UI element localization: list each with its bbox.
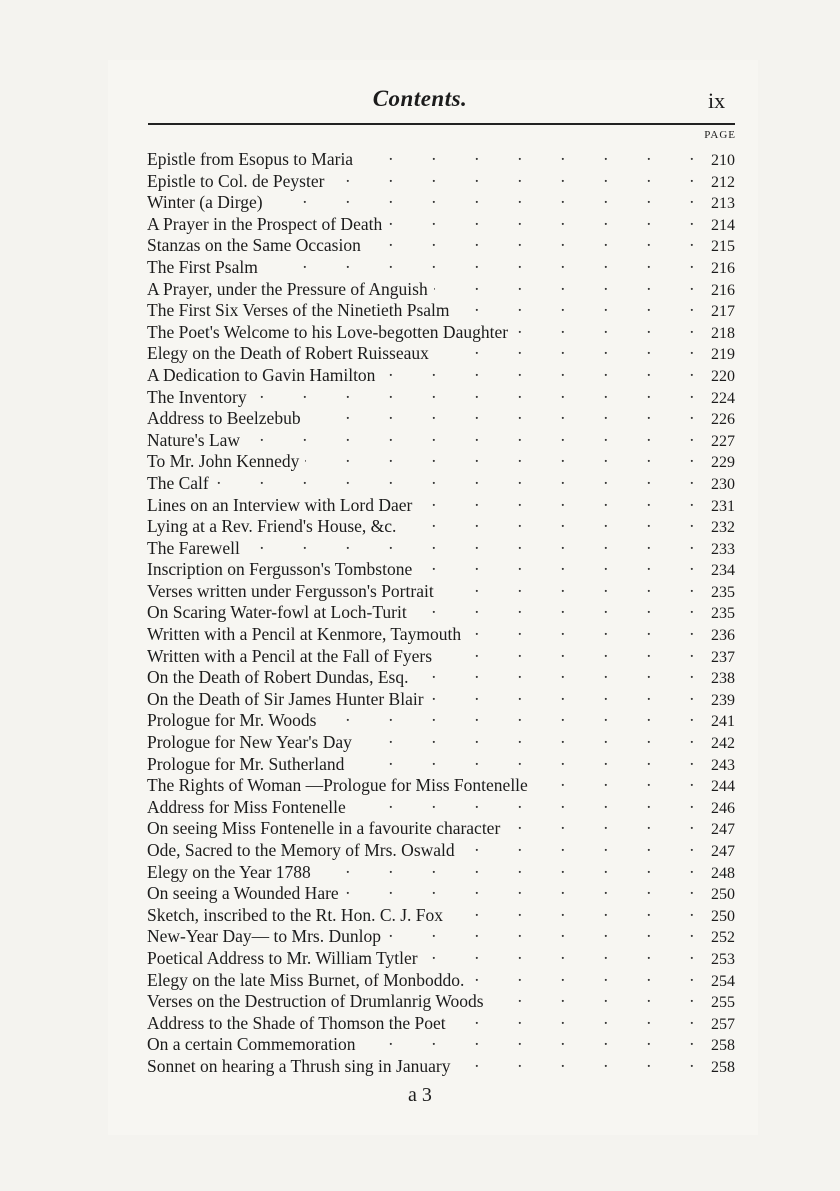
entry-title: On Scaring Water-fowl at Loch-Turit [147, 602, 407, 623]
entry-page-number: 231 [711, 497, 735, 515]
entry-page-number: 218 [711, 324, 735, 342]
dot-leader [430, 684, 695, 705]
entry-page-number: 216 [711, 281, 735, 299]
entry-title: Poetical Address to Mr. William Tytler [147, 947, 418, 968]
dot-leader [456, 1051, 695, 1072]
entry-page-number: 220 [711, 367, 735, 385]
entry-page-number: 215 [711, 238, 735, 256]
entry-title: Winter (a Dirge) [147, 192, 263, 213]
entry-page-number: 226 [711, 411, 735, 429]
entry-page-number: 235 [711, 605, 735, 623]
dot-leader [424, 943, 695, 964]
entry-title: Written with a Pencil at Kenmore, Taymouth [147, 624, 462, 645]
entry-page-number: 250 [711, 886, 735, 904]
entry-title: Prologue for Mr. Woods [147, 710, 317, 731]
entry-page-number: 257 [711, 1015, 735, 1033]
dot-leader [305, 446, 695, 467]
entry-title: The Farewell [147, 537, 240, 558]
entry-title: Ode, Sacred to the Memory of Mrs. Oswald [147, 840, 455, 860]
header-rule [148, 123, 735, 125]
dot-leader [388, 209, 695, 230]
dot-leader [361, 1029, 695, 1050]
entry-title: On seeing Miss Fontenelle in a favourite character [147, 818, 501, 839]
entry-title: The First Six Verses of the Ninetieth Psalm [147, 300, 450, 321]
dot-leader [490, 986, 695, 1007]
entry-title: A Prayer in the Prospect of Death [147, 213, 383, 234]
entry-page-number: 213 [711, 195, 735, 213]
dot-leader [418, 554, 695, 575]
dot-leader [381, 360, 695, 381]
entry-page-number: 212 [711, 173, 735, 191]
entry-page-number: 219 [711, 346, 735, 364]
dot-leader [307, 403, 695, 424]
dot-leader [514, 317, 695, 338]
contents-entry [147, 468, 735, 493]
entry-page-number: 233 [711, 540, 735, 558]
entry-title: Nature's Law [147, 429, 241, 450]
entry-page-number: 234 [711, 562, 735, 580]
dot-leader [470, 965, 695, 986]
dot-leader [269, 187, 695, 208]
entry-page-number: 230 [711, 475, 735, 493]
entry-title: A Dedication to Gavin Hamilton [147, 364, 376, 385]
dot-leader [506, 813, 695, 834]
dot-leader [456, 295, 696, 316]
dot-leader [345, 878, 695, 899]
entry-page-number: 224 [711, 389, 735, 407]
entry-title: The Rights of Woman —Prologue for Miss Fontenelle [147, 775, 528, 796]
entry-page-number: 243 [711, 756, 735, 774]
entry-page-number: 252 [711, 929, 735, 947]
dot-leader [387, 921, 695, 942]
entry-title: On a certain Commemoration [147, 1034, 356, 1055]
entry-page-number: 244 [711, 778, 735, 796]
dot-leader [367, 230, 695, 251]
entry-title: The Calf [147, 472, 209, 493]
signature-mark: a 3 [408, 1084, 432, 1106]
entry-page-number: 236 [711, 627, 735, 645]
dot-leader [253, 382, 695, 403]
entry-title: Verses written under Fergusson's Portrait [147, 580, 434, 601]
entry-title: A Prayer, under the Pressure of Anguish [147, 278, 428, 299]
dot-leader [467, 619, 695, 640]
entry-page-number: 238 [711, 670, 735, 688]
contents-entry [147, 490, 735, 515]
entry-title: Address for Miss Fontenelle [147, 796, 346, 817]
dot-leader [435, 338, 695, 359]
dot-leader [534, 770, 695, 791]
entry-title: Elegy on the Year 1788 [147, 861, 311, 882]
entry-page-number: 250 [711, 907, 735, 925]
entry-page-number: 241 [711, 713, 735, 731]
dot-leader [449, 900, 695, 921]
contents-list [147, 144, 735, 1076]
entry-title: Written with a Pencil at the Fall of Fyers [147, 645, 433, 666]
entry-page-number: 216 [711, 259, 735, 277]
dot-leader [440, 576, 695, 597]
entry-page-number: 237 [711, 648, 735, 666]
dot-leader [350, 749, 695, 770]
entry-page-number: 232 [711, 519, 735, 537]
entry-title: On the Death of Sir James Hunter Blair [147, 688, 424, 709]
entry-page-number: 227 [711, 432, 735, 450]
entry-page-number: 255 [711, 994, 735, 1012]
entry-title: Epistle to Col. de Peyster [147, 170, 325, 191]
entry-title: Lines on an Interview with Lord Daer [147, 494, 413, 515]
entry-title: Verses on the Destruction of Drumlanrig Woods [147, 991, 484, 1012]
entry-page-number: 248 [711, 864, 735, 882]
page-column-heading: PAGE [704, 129, 736, 141]
entry-title: Prologue for New Year's Day [147, 732, 352, 753]
entry-title: The First Psalm [147, 256, 258, 277]
dot-leader [330, 166, 695, 187]
entry-title: Sonnet on hearing a Thrush sing in January [147, 1055, 451, 1076]
entry-title: New-Year Day— to Mrs. Dunlop [147, 926, 381, 947]
entry-title: Epistle from Esopus to Maria [147, 149, 354, 169]
entry-page-number: 247 [711, 843, 735, 860]
dot-leader [438, 641, 695, 662]
dot-leader [359, 144, 695, 165]
entry-title: Address to Beelzebub [147, 408, 301, 429]
dot-leader [358, 727, 695, 748]
entry-title: Lying at a Rev. Friend's House, &c. [147, 516, 397, 537]
dot-leader [352, 792, 695, 813]
entry-page-number: 242 [711, 735, 735, 753]
entry-page-number: 210 [711, 152, 735, 169]
entry-page-number: 247 [711, 821, 735, 839]
entry-title: To Mr. John Kennedy [147, 451, 300, 472]
entry-page-number: 217 [711, 303, 735, 321]
entry-title: On seeing a Wounded Hare [147, 883, 339, 904]
entry-title: On the Death of Robert Dundas, Esq. [147, 667, 409, 688]
dot-leader [413, 597, 695, 618]
entry-title: The Inventory [147, 386, 247, 407]
dot-leader [434, 274, 695, 295]
entry-title: Sketch, inscribed to the Rt. Hon. C. J. Fox [147, 904, 444, 925]
entry-title: The Poet's Welcome to his Love-begotten Daughter [147, 321, 509, 342]
entry-page-number: 258 [711, 1037, 735, 1055]
entry-page-number: 253 [711, 950, 735, 968]
entry-title: Inscription on Fergusson's Tombstone [147, 559, 413, 580]
entry-page-number: 258 [711, 1058, 735, 1076]
dot-leader [317, 857, 695, 878]
page-title: Contents. [372, 86, 468, 111]
dot-leader [414, 662, 695, 683]
dot-leader [461, 835, 695, 856]
entry-page-number: 254 [711, 972, 735, 990]
entry-title: Elegy on the Death of Robert Ruisseaux [147, 343, 429, 364]
dot-leader [452, 1008, 695, 1029]
entry-title: Address to the Shade of Thomson the Poet [147, 1012, 446, 1033]
entry-title: Stanzas on the Same Occasion [147, 235, 361, 256]
dot-leader [418, 490, 695, 511]
dot-leader [215, 468, 695, 489]
entry-page-number: 246 [711, 799, 735, 817]
entry-page-number: 239 [711, 691, 735, 709]
dot-leader [322, 705, 695, 726]
dot-leader [246, 425, 695, 446]
entry-page-number: 214 [711, 216, 735, 234]
contents-entry [147, 144, 735, 169]
dot-leader [402, 511, 695, 532]
entry-title: Elegy on the late Miss Burnet, of Monboddo. [147, 969, 465, 990]
page-number: ix [708, 88, 726, 113]
entry-page-number: 229 [711, 454, 735, 472]
entry-title: Prologue for Mr. Sutherland [147, 753, 345, 774]
dot-leader [264, 252, 695, 273]
entry-page-number: 235 [711, 583, 735, 601]
dot-leader [246, 533, 695, 554]
